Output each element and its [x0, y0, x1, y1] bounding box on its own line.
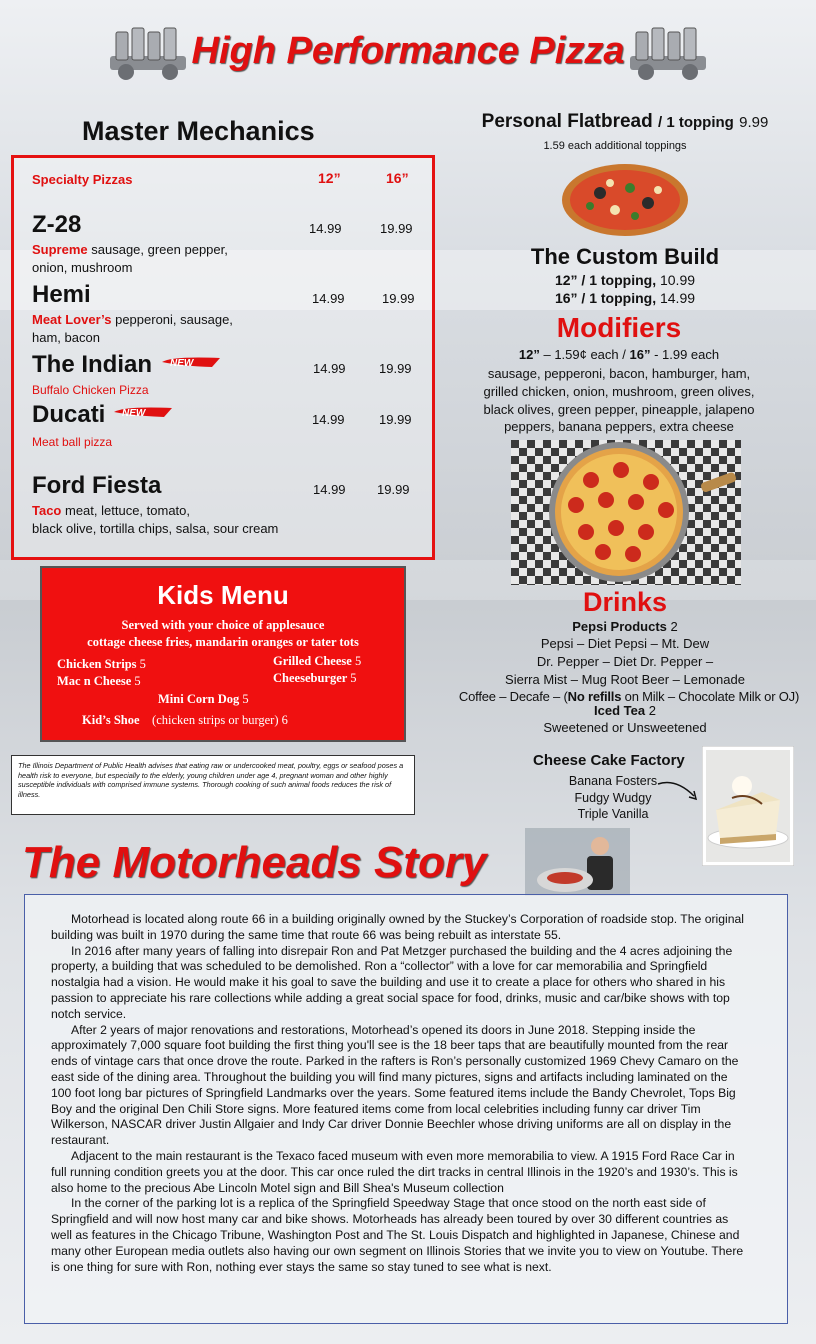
kids-item	[273, 671, 356, 686]
custom-line1-price: 10.99	[659, 272, 696, 288]
flatbread-topping: / 1 topping	[658, 114, 734, 131]
pizza-name: Ducati	[32, 401, 106, 428]
dessert-title: Cheese Cake Factory	[533, 752, 685, 769]
drinks-tea-options: Sweetened or Unsweetened	[543, 720, 707, 735]
drinks-coffee: Coffee – Decafe – (	[458, 689, 568, 704]
engine-icon-right	[626, 22, 710, 82]
modifiers-list	[434, 365, 804, 436]
new-tag-icon	[162, 355, 220, 369]
modifiers-list-line: sausage, pepperoni, bacon, hamburger, ham,	[487, 366, 751, 381]
drinks-no-refills: No refills	[567, 689, 622, 704]
kids-item	[273, 654, 361, 669]
kids-item	[158, 692, 249, 707]
drinks-line: Pepsi – Diet Pepsi – Mt. Dew	[540, 636, 710, 651]
kids-item-name: Mac n Cheese	[57, 674, 132, 688]
pizza-name: Z-28	[32, 211, 82, 238]
custom-line2-price: 14.99	[659, 290, 696, 306]
kids-item-name: Grilled Cheese	[273, 654, 352, 668]
dessert-item: Fudgy Wudgy	[574, 790, 652, 805]
drinks-tea-label: Iced Tea	[594, 703, 646, 718]
desc-rest: sausage, green pepper,	[87, 242, 228, 257]
story-paragraph: After 2 years of major renovations and restorations, Motorhead’s opened its doors in June 2018. Stepping inside the approximately 7,000 square foot building the first thing you'll see is the 18 beer taps that are beautifully mounted from the rear ends of vintage cars that once drove the route. Parked in the rafters is Ron’s personally customized 1969 Chevy Camaro on the east side of the dining area. Throughout the building you will find many pictures, signs and artifacts including laminated on the 100 foot long bar pictures of Springfield Landmarks over the years. Some featured items include the Bandy Chevrolet, Tops Big Boy and the original Den Chili Store signs. More featured items come from local celebrities including funny car driver Tim Wilkerson, NASCAR driver Justin Allgaier and Indy Car driver Donnie Beechler whose driving uniforms are all on display in the restaurant.	[51, 1022, 739, 1148]
price-16: 19.99	[380, 221, 413, 236]
arrow-icon	[656, 778, 702, 804]
kids-item-price: 5	[139, 657, 146, 671]
new-tag-text: NEW	[122, 408, 146, 419]
custom-title: The Custom Build	[530, 244, 720, 269]
pizza-description	[32, 502, 278, 538]
price-12: 14.99	[313, 361, 346, 376]
new-tag-text: NEW	[170, 358, 194, 369]
drinks-line: Dr. Pepper – Diet Dr. Pepper –	[536, 654, 714, 669]
dessert-item: Triple Vanilla	[577, 807, 649, 821]
modifiers-title: Modifiers	[556, 312, 682, 343]
specialty-heading: Master Mechanics	[82, 116, 315, 146]
kids-item-price: 5	[354, 654, 362, 668]
kids-item-name: Cheeseburger	[273, 671, 348, 685]
kids-line2: cottage cheese fries, mandarin oranges or tater tots	[87, 635, 359, 649]
drinks-line	[444, 689, 814, 704]
desc-line2: ham, bacon	[32, 330, 100, 345]
story-text	[51, 912, 751, 1275]
desc-rest: meat, lettuce, tomato,	[61, 503, 191, 518]
desc-highlight: Taco	[32, 503, 62, 518]
pizza-description: Buffalo Chicken Pizza	[32, 383, 149, 397]
drinks-pepsi-label: Pepsi Products	[572, 619, 667, 634]
flatbread-line	[440, 111, 810, 133]
modifiers-list-line: peppers, banana peppers, extra cheese	[504, 419, 734, 435]
pepperoni-pizza-image	[511, 440, 741, 585]
custom-line1-label: 12” / 1 topping,	[554, 272, 657, 288]
pizza-name: Ford Fiesta	[32, 472, 162, 499]
custom-line2-label: 16” / 1 topping,	[554, 290, 657, 306]
price-16: 19.99	[377, 482, 410, 497]
story-paragraph: In the corner of the parking lot is a replica of the Springfield Speedway Stage that once stood on the north east side of Springfield and will now host many car and bike shows. Motorheads has already been toured by over 30 different countries as well as features in the Chicago Tribune, Washington Post and The St. Louis Dispatch and highlighted in Japanese, Chinese and many other European media outlets also having our own segment on Illinois Stories that we invite you to view on Youtube. There is one thing for sure with Ron, nothing ever stays the same so stay tuned to see what is next.	[51, 1196, 744, 1274]
mod-12-price: – 1.59¢ each /	[539, 347, 630, 362]
dessert-list	[560, 773, 666, 823]
flatbread-pizza-image	[560, 158, 690, 240]
modifiers-list-line: grilled chicken, onion, mushroom, green olives,	[483, 383, 755, 399]
price-12: 14.99	[312, 291, 345, 306]
size-12: 12”	[318, 170, 341, 186]
story-paragraph: Adjacent to the main restaurant is the Texaco faced museum with even more memorabilia to view. A 1915 Ford Race Car in full running condition greets you at the door. This car once ruled the dirt tracks in central Illinois in the 1920’s and 1930’s. This is also home to the precious Abe Lincoln Motel sign and Bill Shea's Museum collection	[51, 1148, 738, 1195]
kids-item-detail: (chicken strips or burger) 6	[152, 713, 288, 727]
modifiers-prices	[434, 347, 804, 362]
drinks-title: Drinks	[582, 587, 668, 617]
modifiers-list-line: black olives, green pepper, pineapple, jalapeno	[483, 401, 755, 417]
drinks-line: Sierra Mist – Mug Root Beer – Lemonade	[505, 672, 745, 687]
desc-highlight: Supreme	[32, 242, 88, 257]
kids-item-name: Chicken Strips	[57, 657, 137, 671]
flatbread-extra: 1.59 each additional toppings	[543, 140, 687, 152]
price-12: 14.99	[312, 412, 345, 427]
owner-photo	[525, 828, 630, 896]
kids-title: Kids Menu	[157, 580, 289, 610]
kids-item-price: 5	[350, 671, 357, 685]
kids-line1: Served with your choice of applesauce	[121, 618, 325, 632]
flatbread-price: 9.99	[739, 114, 769, 131]
flatbread-name: Personal Flatbread	[481, 111, 653, 132]
desc-rest: pepperoni, sausage,	[111, 312, 233, 327]
kids-item-name: Kid’s Shoe	[82, 713, 140, 727]
cheesecake-image	[702, 746, 794, 866]
pizza-name: The Indian	[32, 351, 152, 378]
pizza-name: Hemi	[32, 281, 91, 308]
custom-line2	[440, 290, 810, 306]
price-16: 19.99	[379, 361, 412, 376]
desc-highlight: Meat Lover’s	[32, 312, 112, 327]
pizza-description	[32, 241, 228, 277]
mod-16-price: - 1.99 each	[650, 347, 720, 362]
drinks-tea	[440, 703, 810, 718]
size-16: 16”	[386, 170, 409, 186]
dessert-item: Banana Fosters	[568, 774, 658, 788]
health-warning: The Illinois Department of Public Health advises that eating raw or undercooked meat, poultry, eggs or seafood poses a health risk to everyone, but especially to the elderly, young children under age 4, pregnant woman and other highly susceptible individuals with comprised immune systems. Thorough cooking of such animal foods reduces the risk of illness.	[11, 755, 415, 815]
price-12: 14.99	[313, 482, 346, 497]
kids-menu-box	[40, 566, 406, 742]
kids-item	[57, 674, 141, 689]
custom-line1	[440, 272, 810, 288]
story-paragraph: In 2016 after many years of falling into disrepair Ron and Pat Metzger purchased the building and the 4 acres adjoining the property, a building that was scheduled to be demolished. Ron a “collector” with a love for car memorabilia and Springfield nostalgia had a vision. He would make it his goal to save the building and use it to create a place for others who shared in his passion to appreciate his rare collections while adding a great social space for food, drinks, music and car/bike shows with top notch service.	[51, 943, 733, 1021]
pizza-description	[32, 311, 233, 347]
drinks-pepsi-price: 2	[670, 619, 678, 634]
story-title: The Motorheads Story	[22, 838, 487, 887]
mod-12-label: 12”	[518, 347, 540, 362]
drinks-pepsi	[440, 619, 810, 634]
kids-item-name: Mini Corn Dog	[158, 692, 240, 706]
kids-item-price: 5	[242, 692, 249, 706]
mod-16-label: 16”	[629, 347, 651, 362]
pizza-description: Meat ball pizza	[32, 435, 113, 449]
page-title: High Performance Pizza	[191, 30, 625, 72]
kids-item-price: 5	[134, 674, 141, 688]
desc-line2: black olive, tortilla chips, salsa, sour cream	[32, 521, 279, 536]
story-box	[24, 894, 788, 1324]
price-12: 14.99	[309, 221, 342, 236]
kids-item	[57, 657, 146, 672]
kids-item	[82, 713, 288, 728]
story-paragraph: Motorhead is located along route 66 in a building originally owned by the Stuckey’s Corporation of roadside stop. The original building was built in 1970 during the same time that route 66 was being rebuilt as interstate 55.	[51, 912, 744, 942]
drinks-milk: on Milk – Chocolate Milk or OJ)	[621, 689, 800, 704]
specialty-label: Specialty Pizzas	[32, 172, 133, 187]
desc-line2: onion, mushroom	[32, 260, 133, 275]
price-16: 19.99	[379, 412, 412, 427]
drinks-tea-price: 2	[648, 703, 656, 718]
price-16: 19.99	[382, 291, 415, 306]
new-tag-icon	[114, 405, 172, 419]
